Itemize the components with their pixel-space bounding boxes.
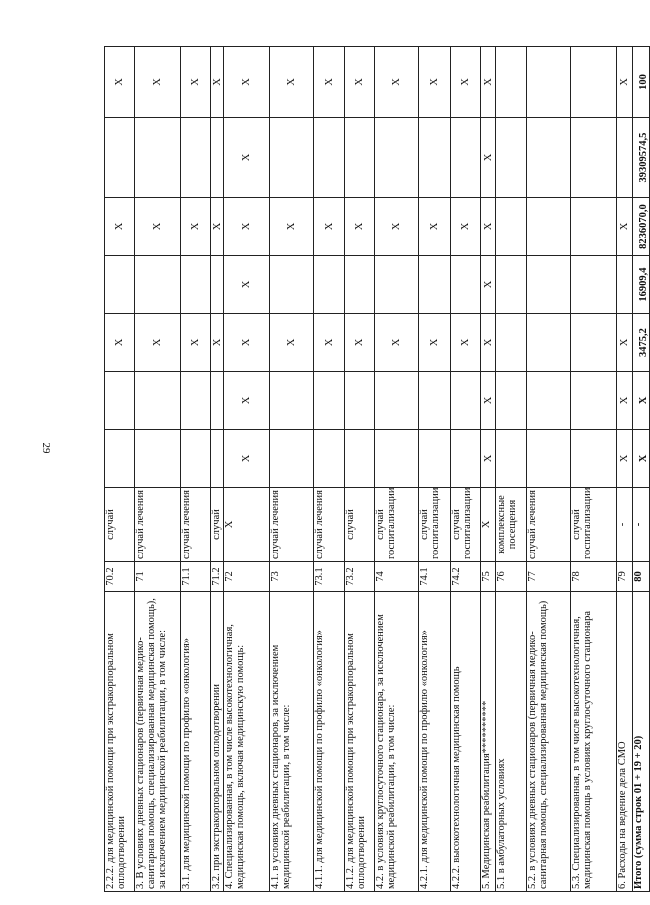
cell-col5: 3475,2 [633, 314, 650, 372]
cell-col7: Х [135, 198, 181, 256]
cell-col6 [314, 256, 345, 314]
table-row [224, 47, 270, 892]
row-name: 3. В условиях дневных стационаров (первичная медико-санитарная помощь, специализированная медицинская помощь), за исключением медицинской реабилитации, в том числе: [135, 592, 181, 892]
cell-col6 [105, 256, 135, 314]
row-number: 71 [135, 562, 181, 592]
cell-col9: Х [314, 47, 345, 118]
row-name: 4.2.2. высокотехнологичная медицинская помощь [451, 592, 481, 892]
row-number: 73.1 [314, 562, 345, 592]
cell-col4 [496, 372, 527, 430]
cell-col6 [527, 256, 571, 314]
cell-col8: Х [224, 118, 270, 198]
table-container [104, 47, 649, 892]
row-name: 4. Специализированная, в том числе высокотехнологичная, медицинская помощь, включая медицинскую помощь: [224, 592, 270, 892]
cell-col5: Х [375, 314, 419, 372]
table-row [314, 47, 345, 892]
cell-col8 [527, 118, 571, 198]
cell-col3: Х [481, 430, 496, 488]
cell-col6: Х [224, 256, 270, 314]
cell-col5: Х [181, 314, 211, 372]
row-unit: случай лечения [527, 488, 571, 562]
cell-col3 [571, 430, 617, 488]
cell-col5: Х [314, 314, 345, 372]
row-name: 4.2.1. для медицинской помощи по профилю «онкология» [419, 592, 451, 892]
cell-col3 [211, 430, 224, 488]
cell-col4 [211, 372, 224, 430]
cell-col3: Х [224, 430, 270, 488]
cell-col9: Х [451, 47, 481, 118]
cell-col5 [527, 314, 571, 372]
cell-col6: Х [481, 256, 496, 314]
cell-col7: Х [270, 198, 314, 256]
cell-col9 [496, 47, 527, 118]
cell-col9: Х [617, 47, 633, 118]
cell-col5: Х [451, 314, 481, 372]
row-unit: случай [105, 488, 135, 562]
cell-col4 [571, 372, 617, 430]
row-unit: - [633, 488, 650, 562]
cell-col8 [375, 118, 419, 198]
cell-col7: Х [105, 198, 135, 256]
table-row [633, 47, 650, 892]
cell-col8 [571, 118, 617, 198]
cell-col4 [527, 372, 571, 430]
row-number: 70.2 [105, 562, 135, 592]
row-unit: - [617, 488, 633, 562]
cell-col6 [135, 256, 181, 314]
row-number: 77 [527, 562, 571, 592]
row-name: 5.2. в условиях дневных стационаров (первичная медико-санитарная помощь, специализированная медицинская помощь) [527, 592, 571, 892]
cell-col8 [270, 118, 314, 198]
cell-col7 [571, 198, 617, 256]
cell-col4: Х [633, 372, 650, 430]
cell-col8: Х [481, 118, 496, 198]
row-unit: Х [481, 488, 496, 562]
cell-col8: 39309574,5 [633, 118, 650, 198]
cell-col9: Х [105, 47, 135, 118]
cell-col8 [135, 118, 181, 198]
cell-col5: Х [270, 314, 314, 372]
cell-col4 [375, 372, 419, 430]
cell-col9 [571, 47, 617, 118]
row-unit: Х [224, 488, 270, 562]
table-row [211, 47, 224, 892]
cell-col5: Х [481, 314, 496, 372]
cell-col8 [617, 118, 633, 198]
row-name: 6. Расходы на ведение дела СМО [617, 592, 633, 892]
cell-col9: Х [375, 47, 419, 118]
financing-table [104, 46, 650, 892]
table-row [105, 47, 135, 892]
cell-col4 [270, 372, 314, 430]
row-unit: случай госпитализации [451, 488, 481, 562]
table-row [496, 47, 527, 892]
table-row [571, 47, 617, 892]
table-row [181, 47, 211, 892]
row-unit: случай лечения [314, 488, 345, 562]
row-unit: случай лечения [181, 488, 211, 562]
row-number: 71.1 [181, 562, 211, 592]
row-name: 5.3. Специализированная, в том числе высокотехнологичная, медицинская помощь в условиях круглосуточного стационара [571, 592, 617, 892]
cell-col4 [105, 372, 135, 430]
table-row [345, 47, 375, 892]
cell-col6 [617, 256, 633, 314]
cell-col7: Х [181, 198, 211, 256]
cell-col7: 8236070,0 [633, 198, 650, 256]
row-number: 75 [481, 562, 496, 592]
cell-col8 [181, 118, 211, 198]
cell-col9: Х [345, 47, 375, 118]
cell-col3 [451, 430, 481, 488]
row-name: 5.1 в амбулаторных условиях [496, 592, 527, 892]
cell-col9: Х [181, 47, 211, 118]
row-unit: случай госпитализации [419, 488, 451, 562]
row-name: 4.1.1. для медицинской помощи по профилю «онкология» [314, 592, 345, 892]
cell-col3 [181, 430, 211, 488]
cell-col4 [345, 372, 375, 430]
cell-col9: Х [224, 47, 270, 118]
row-name: 3.1. для медицинской помощи по профилю «онкология» [181, 592, 211, 892]
row-unit: случай [211, 488, 224, 562]
cell-col8 [345, 118, 375, 198]
cell-col4: Х [481, 372, 496, 430]
row-number: 74 [375, 562, 419, 592]
cell-col3 [105, 430, 135, 488]
row-name: 4.2. в условиях круглосуточного стационара, за исключением медицинской реабилитации, в том числе: [375, 592, 419, 892]
cell-col8 [314, 118, 345, 198]
row-unit: случай лечения [135, 488, 181, 562]
row-number: 74.2 [451, 562, 481, 592]
row-unit: случай госпитализации [375, 488, 419, 562]
cell-col5: Х [105, 314, 135, 372]
cell-col5: Х [211, 314, 224, 372]
cell-col9: Х [419, 47, 451, 118]
cell-col3 [314, 430, 345, 488]
table-row [527, 47, 571, 892]
cell-col3 [496, 430, 527, 488]
cell-col7 [496, 198, 527, 256]
cell-col7: Х [375, 198, 419, 256]
cell-col5: Х [135, 314, 181, 372]
row-name: 4.1.2. для медицинской помощи при экстракорпоральном оплодотворении [345, 592, 375, 892]
row-number: 73 [270, 562, 314, 592]
table-row [375, 47, 419, 892]
row-number: 72 [224, 562, 270, 592]
row-number: 76 [496, 562, 527, 592]
row-number: 80 [633, 562, 650, 592]
cell-col8 [419, 118, 451, 198]
cell-col9: Х [481, 47, 496, 118]
cell-col9: 100 [633, 47, 650, 118]
cell-col6 [451, 256, 481, 314]
table-body [105, 47, 650, 892]
cell-col6 [375, 256, 419, 314]
cell-col4 [135, 372, 181, 430]
cell-col8 [451, 118, 481, 198]
cell-col5 [571, 314, 617, 372]
cell-col4 [314, 372, 345, 430]
table-row [481, 47, 496, 892]
table-row [451, 47, 481, 892]
row-number: 78 [571, 562, 617, 592]
cell-col8 [496, 118, 527, 198]
cell-col7: Х [617, 198, 633, 256]
cell-col5: Х [345, 314, 375, 372]
row-number: 74.1 [419, 562, 451, 592]
row-name: 4.1. в условиях дневных стационаров, за исключением медицинской реабилитации, в том числе: [270, 592, 314, 892]
cell-col4 [451, 372, 481, 430]
cell-col6 [571, 256, 617, 314]
cell-col9: Х [211, 47, 224, 118]
cell-col6 [419, 256, 451, 314]
cell-col9: Х [135, 47, 181, 118]
cell-col7: Х [481, 198, 496, 256]
cell-col4: Х [224, 372, 270, 430]
cell-col5: Х [617, 314, 633, 372]
cell-col7: Х [419, 198, 451, 256]
cell-col7: Х [314, 198, 345, 256]
cell-col9 [527, 47, 571, 118]
row-unit: случай госпитализации [571, 488, 617, 562]
row-number: 79 [617, 562, 633, 592]
row-number: 73.2 [345, 562, 375, 592]
cell-col3: Х [617, 430, 633, 488]
cell-col3 [270, 430, 314, 488]
cell-col6 [270, 256, 314, 314]
cell-col5: Х [419, 314, 451, 372]
cell-col3 [345, 430, 375, 488]
cell-col7: Х [451, 198, 481, 256]
row-unit: случай [345, 488, 375, 562]
row-unit: случай лечения [270, 488, 314, 562]
cell-col4: Х [617, 372, 633, 430]
cell-col5: Х [224, 314, 270, 372]
table-row [135, 47, 181, 892]
cell-col5 [496, 314, 527, 372]
cell-col9: Х [270, 47, 314, 118]
cell-col8 [105, 118, 135, 198]
table-row [270, 47, 314, 892]
cell-col7: Х [211, 198, 224, 256]
table-row [419, 47, 451, 892]
cell-col3 [375, 430, 419, 488]
cell-col6: 16909,4 [633, 256, 650, 314]
cell-col3: Х [633, 430, 650, 488]
cell-col3 [419, 430, 451, 488]
row-name: 5. Медицинская реабилитация********** [481, 592, 496, 892]
row-name: 2.2.2. для медицинской помощи при экстракорпоральном оплодотворении [105, 592, 135, 892]
cell-col8 [211, 118, 224, 198]
row-unit: комплексные посещения [496, 488, 527, 562]
cell-col6 [345, 256, 375, 314]
row-name: 3.2. при экстракорпоральном оплодотворении [211, 592, 224, 892]
cell-col7 [527, 198, 571, 256]
cell-col4 [419, 372, 451, 430]
row-name: Итого (сумма строк 01 + 19 + 20) [633, 592, 650, 892]
cell-col6 [181, 256, 211, 314]
table-row [617, 47, 633, 892]
row-number: 71.2 [211, 562, 224, 592]
cell-col6 [211, 256, 224, 314]
cell-col3 [527, 430, 571, 488]
cell-col7: Х [345, 198, 375, 256]
cell-col6 [496, 256, 527, 314]
cell-col3 [135, 430, 181, 488]
page-number: 29 [40, 442, 52, 454]
cell-col4 [181, 372, 211, 430]
cell-col7: Х [224, 198, 270, 256]
